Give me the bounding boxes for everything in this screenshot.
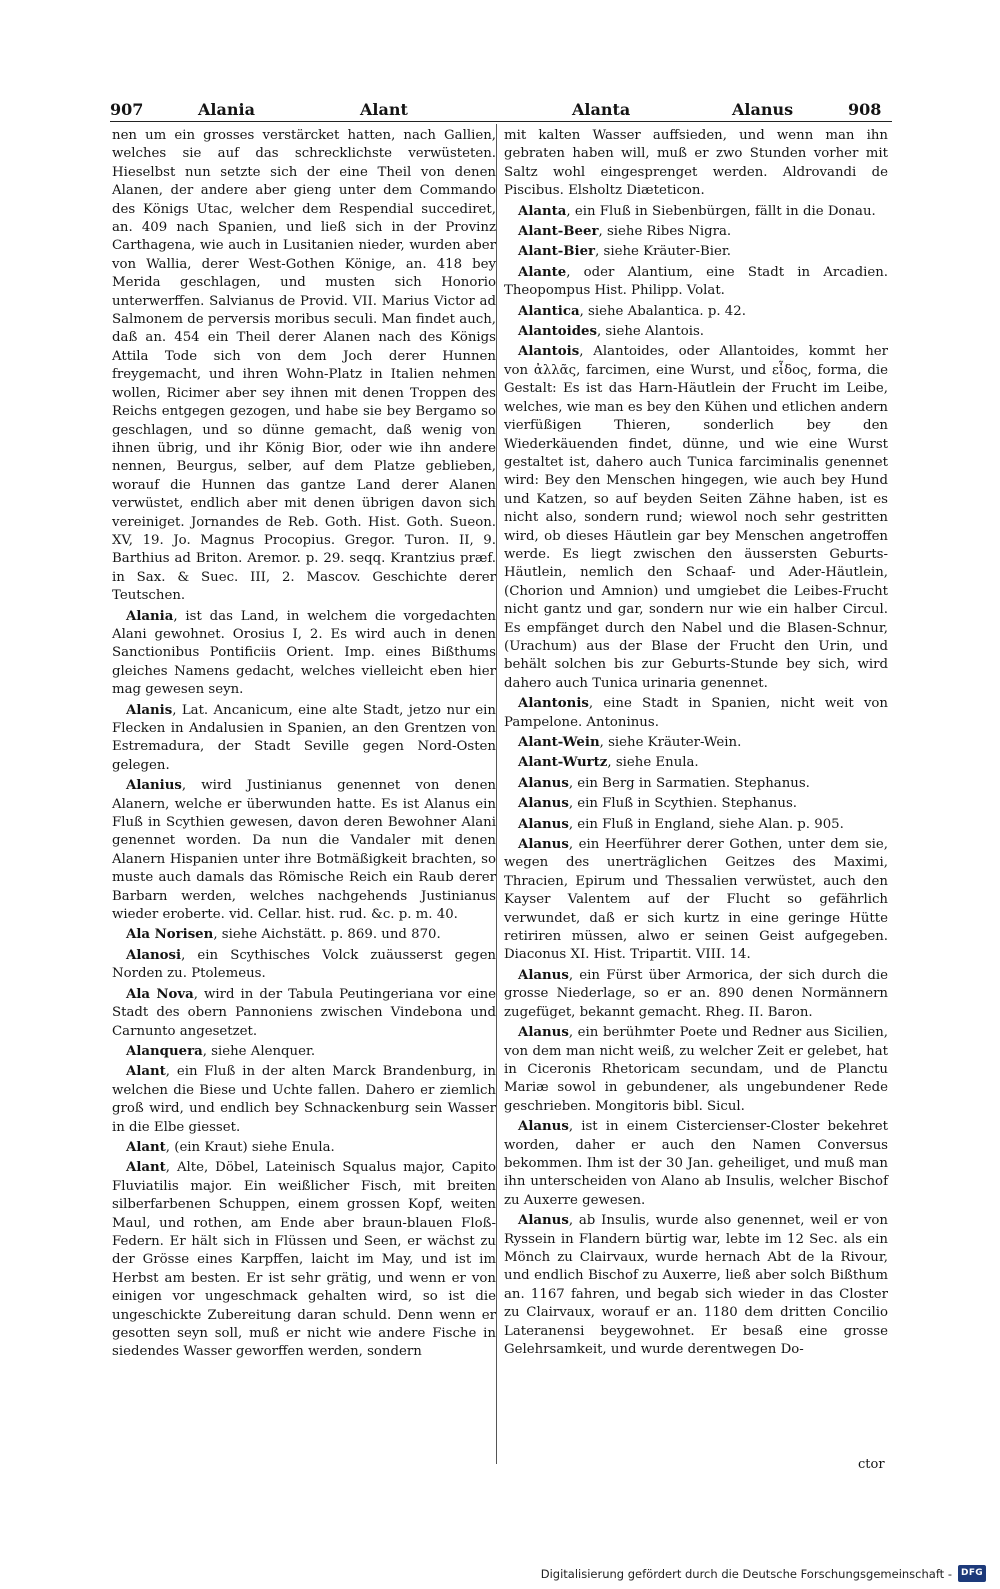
footer (0, 1560, 1000, 1589)
page-number-left: 907 (110, 100, 144, 119)
dictionary-entry: Alantois, Alantoides, oder Allantoides, kommt her von ἀλλᾶς, farcimen, eine Wurst, und εἶδος, forma, die Gestalt: Es ist das Harn-Häutlein der Frucht im Leibe, welches, wie man es bey den Kühen und etlichen andern vierfüßigen Thieren, sonderlich bey den Wiederkäuenden findet, dünne, und wie eine Wurst gestaltet ist, dahero auch Tunica farciminalis genennet wird: Bey den Menschen hingegen, wie auch bey Hund und Katzen, so auf beyden Seiten Zähne haben, ist es nicht also, sondern rund; wiewol noch sehr gestritten wird, ob dieses Häutlein gar bey Menschen angetroffen werde. Es liegt zwischen den äussersten Geburts-Häutlein, nemlich den Schaaf- und Ader-Häutlein, (Chorion und Amnion) und umgiebet die Leibes-Frucht nicht gantz und gar, sondern nur wie ein halber Circul. Es empfänget durch den Nabel und die Blasen-Schnur, (Urachum) aus der Blase der Frucht den Urin, und behält solchen bis zur Geburts-Stunde bey sich, wird dahero auch Tunica urinaria genennet. (504, 344, 888, 691)
dictionary-entry: Alanius, wird Justinianus genennet von denen Alanern, welche er überwunden hatte. Es ist Alanus ein Fluß in Scythien gewesen, davon deren Bewohner Alani genennet worden. Da nun die Vandaler mit denen Alanern Hispanien unter ihre Botmäßigkeit brachten, so muste auch damals das Römische Reich ein Raub derer Barbarn werden, welches nachgehends Justinianus wieder eroberte. vid. Cellar. hist. rud. &c. p. m. 40. (112, 778, 496, 923)
headword: Ala Nova (126, 986, 194, 1002)
headword: Alanosi (126, 947, 182, 963)
dictionary-entry: Alanus, ein Berg in Sarmatien. Stephanus. (518, 775, 810, 791)
dictionary-entry: Alant-Beer, siehe Ribes Nigra. (518, 224, 732, 240)
dictionary-entry: Alanus, ein Heerführer derer Gothen, unter dem sie, wegen des unerträglichen Geitzes des Maximi, Thracien, Epirum und Thessalien verwüstet, auch den Kayser Valentem auf der Flucht so gefährlich verwundet, daß er sich kurtz in eine geringe Hütte retiriren müssen, alwo er seinen Geist aufgegeben. Diaconus XI. Hist. Tripartit. VIII. 14. (504, 837, 888, 963)
dictionary-entry: Alanus, ein Fluß in Scythien. Stephanus. (518, 796, 797, 812)
headword: Alanus (518, 796, 569, 812)
headword: Alant (126, 1064, 166, 1080)
funding-credit: Digitalisierung gefördert durch die Deutsche Forschungsgemeinschaft - (540, 1567, 952, 1581)
headword: Alantoides (518, 324, 597, 340)
dfg-logo: DFG (958, 1565, 986, 1582)
headword: Ala Norisen (126, 927, 214, 943)
dictionary-entry: Alanus, ein Fluß in England, siehe Alan. p. 905. (518, 816, 844, 832)
headword: Alanus (518, 967, 569, 983)
right-column (504, 127, 888, 1361)
column-divider (496, 124, 497, 1464)
page-number-right: 908 (848, 100, 882, 119)
dictionary-entry: Alanus, ab Insulis, wurde also genennet, weil er von Ryssein in Flandern bürtig war, lebte im 12 Sec. als ein Mönch zu Clairvaux, wurde hernach Abt de la Rivour, und endlich Bischof zu Auxerre, ließ aber solch Bißthum an. 1167 fahren, und begab sich wieder in das Closter zu Clairvaux, worauf er an. 1180 dem dritten Concilio Lateranensi beygewohnet. Er besaß eine grosse Gelehrsamkeit, und wurde derentwegen Do- (504, 1213, 888, 1357)
headword: Alant-Wurtz (518, 755, 608, 771)
headword: Alanus (518, 1213, 569, 1229)
dictionary-entry: Alanis, Lat. Ancanicum, eine alte Stadt, jetzo nur ein Flecken in Andalusien in Spanien, an den Grentzen von Estremadura, der Stadt Seville gegen Nord-Osten gelegen. (112, 702, 496, 773)
dictionary-entry: Alanus, ein berühmter Poete und Redner aus Sicilien, von dem man nicht weiß, zu welcher Zeit er gelebet, hat in Ciceronis Rhetoricam secundam, und de Planctu Mariæ sowol in gebundener, als ungebundener Rede geschrieben. Mongitoris bibl. Sicul. (504, 1025, 888, 1114)
header-catchword-left-1: Alania (198, 100, 255, 119)
headword: Alanus (518, 816, 569, 832)
headword: Alant-Beer (518, 224, 599, 240)
dictionary-entry: Alante, oder Alantium, eine Stadt in Arcadien. Theopompus Hist. Philipp. Volat. (504, 264, 888, 299)
dictionary-entry: Alant-Wurtz, siehe Enula. (518, 755, 699, 771)
headword: Alanquera (126, 1043, 203, 1059)
dictionary-entry: Alanus, ein Fürst über Armorica, der sich durch die grosse Niederlage, so er an. 890 denen Normännern zugefüget, bekannt gemacht. Rheg. II. Baron. (504, 967, 888, 1020)
headword: Alant (126, 1160, 166, 1176)
headword: Alantica (518, 303, 580, 319)
dictionary-entry: Alanosi, ein Scythisches Volck zuäusserst gegen Norden zu. Ptolemeus. (112, 947, 496, 982)
headword: Alant-Wein (518, 735, 600, 750)
dictionary-entry: Alant, Alte, Döbel, Lateinisch Squalus major, Capito Fluviatilis major. Ein weißlicher Fisch, mit breiten silberfarbenen Schuppen, einem grossen Kopf, weiten Maul, und rothen, am Ende aber braun-blauen Floß-Federn. Er hält sich in Flüssen und Seen, er wächst zu der Grösse eines Karpffen, laicht im May, und ist im Herbst am besten. Er ist sehr grätig, und wenn er von einigen vor ungeschmack gehalten wird, so ist die ungeschickte Zubereitung daran schuld. Denn wenn er gesotten seyn soll, muß er nicht wie andere Fische in siedendes Wasser geworffen werden, sondern (112, 1160, 496, 1360)
running-header (110, 96, 890, 124)
dictionary-entry: Alania, ist das Land, in welchem die vorgedachten Alani gewohnet. Orosius I, 2. Es wird auch in denen Sanctionibus Pontificiis Orient. Imp. eines Bißthums gleiches Namens gedacht, welches vielleicht eben hier mag gewesen seyn. (112, 608, 496, 698)
dictionary-entry: Alanta, ein Fluß in Siebenbürgen, fällt in die Donau. (518, 203, 876, 219)
catchword: ctor (858, 1457, 885, 1472)
headword: Alanus (518, 1025, 569, 1041)
headword: Alante (518, 264, 567, 280)
headword: Alant (126, 1139, 166, 1155)
header-catchword-right-2: Alanus (732, 100, 794, 119)
left-column (112, 127, 496, 1364)
dictionary-entry: Ala Nova, wird in der Tabula Peutingeriana vor eine Stadt des obern Pannoniens zwischen Vindebona und Carnunto angesetzet. (112, 986, 496, 1039)
dictionary-entry: Alant, (ein Kraut) siehe Enula. (126, 1139, 335, 1155)
dictionary-entry: Alanus, ist in einem Cistercienser-Closter bekehret worden, daher er auch den Namen Conversus bekommen. Ihm ist der 30 Jan. geheiliget, und muß man ihn unterscheiden von Alano ab Insulis, welcher Bischof zu Auxerre gewesen. (504, 1119, 888, 1208)
dictionary-entry: Ala Norisen, siehe Aichstätt. p. 869. und 870. (126, 927, 441, 943)
headword: Alanius (126, 778, 182, 794)
headword: Alant-Bier (518, 244, 596, 260)
dictionary-entry: Alantoides, siehe Alantois. (518, 324, 705, 340)
dictionary-entry: Alantica, siehe Abalantica. p. 42. (518, 303, 746, 319)
headword: Alantois (518, 344, 580, 360)
dictionary-entry: Alant-Bier, siehe Kräuter-Bier. (518, 244, 731, 260)
headword: Alanis (126, 702, 173, 718)
headword: Alanta (518, 203, 567, 219)
header-catchword-left-2: Alant (360, 100, 408, 119)
header-catchword-right-1: Alanta (572, 100, 631, 119)
dictionary-entry: Alant-Wein, siehe Kräuter-Wein. (518, 735, 742, 750)
dictionary-entry: Alanquera, siehe Alenquer. (126, 1043, 316, 1059)
headword: Alanus (518, 1119, 569, 1135)
entry-continuation: mit kalten Wasser auffsieden, und wenn man ihn gebraten haben will, muß er zwo Stunden vorher mit Saltz wohl eingesprenget werden. Aldrovandi de Piscibus. Elsholtz Diæteticon. (504, 128, 888, 199)
dictionary-entry: Alant, ein Fluß in der alten Marck Brandenburg, in welchen die Biese und Uchte fallen. Dahero er ziemlich groß wird, und endlich bey Schnackenburg sein Wasser in die Elbe giesset. (112, 1064, 496, 1135)
headword: Alanus (518, 837, 569, 853)
dictionary-entry: Alantonis, eine Stadt in Spanien, nicht weit von Pampelone. Antoninus. (504, 696, 888, 730)
headword: Alantonis (518, 696, 589, 712)
header-rule (110, 121, 892, 122)
entry-continuation: nen um ein grosses verstärcket hatten, nach Gallien, welches sie auf das schrecklichste verwüsteten. Hieselbst nun setzte sich der eine Theil von denen Alanen, der andere aber gieng unter dem Commando des Königs Utac, welcher dem Respendial succediret, an. 409 nach Spanien, und ließ sich in der Provinz Carthagena, wie auch in Lusitanien nieder, wurden aber von Wallia, derer West-Gothen Könige, an. 418 bey Merida geschlagen, und musten sich Honorio unterwerffen. Salvianus de Provid. VII. Marius Victor ad Salmonem de perversis moribus seculi. Man findet auch, daß an. 454 ein Theil derer Alanen nach des Königs Attila Tode sich von dem Joch derer Hunnen freygemacht, und ihren Wohn-Platz in Italien nehmen wollen, Ricimer aber sey ihnen mit denen Troppen des Reichs entgegen gezogen, und habe sie bey Bergamo so geschlagen, und so dünne gemacht, daß wenig von ihnen übrig, und ihr König Bior, oder wie ihn andere nennen, Beurgus, selber, auf dem Platze geblieben, worauf die Hunnen das gantze Land derer Alanen verwüstet, endlich aber mit denen übrigen davon sich vereiniget. Jornandes de Reb. Goth. Hist. Goth. Sueon. XV, 19. Jo. Magnus Procopius. Gregor. Turon. II, 9. Barthius ad Briton. Aremor. p. 29. seqq. Krantzius præf. in Sax. & Suec. III, 2. Mascov. Geschichte derer Teutschen. (112, 128, 496, 604)
headword: Alanus (518, 775, 569, 791)
headword: Alania (126, 608, 174, 624)
